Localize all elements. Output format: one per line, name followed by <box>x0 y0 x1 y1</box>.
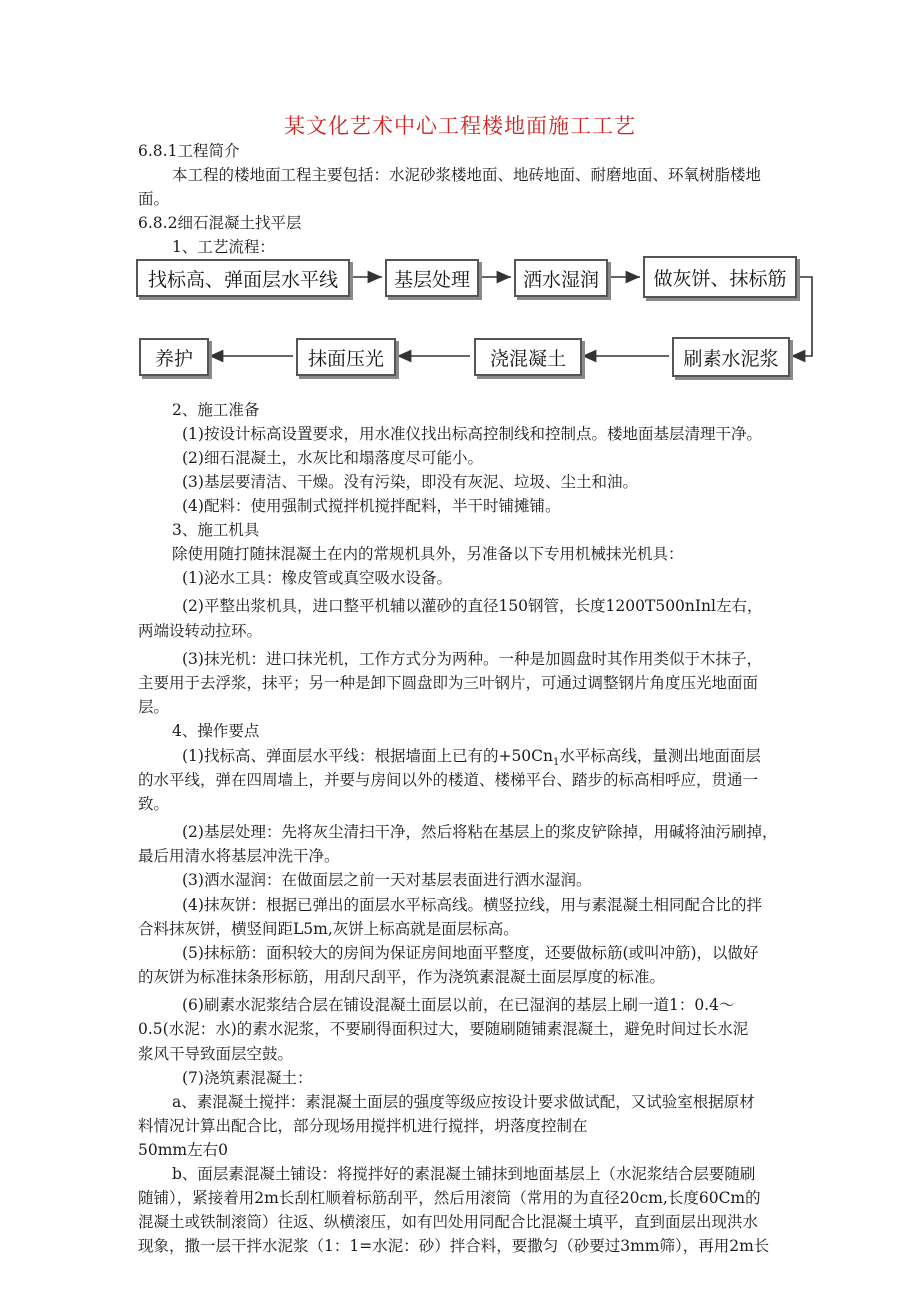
paragraph-line: 混凝土或铁制滚筒）往返、纵横滚压，如有凹处用同配合比混凝土填平，直到面层出现洪水 <box>138 1213 759 1231</box>
paragraph-line: 层。 <box>138 698 170 716</box>
paragraph-line: (7)浇筑素混凝土： <box>182 1069 313 1087</box>
paragraph-line: 致。 <box>138 795 170 813</box>
paragraph-line: (3)洒水湿润：在做面层之前一天对基层表面进行洒水湿润。 <box>182 871 592 889</box>
paragraph-line: 主要用于去浮浆，抹平；另一种是卸下圆盘即为三叶钢片，可通过调整钢片角度压光地面面 <box>138 674 759 692</box>
flow-label: 1、工艺流程： <box>172 238 275 256</box>
paragraph-line: (6)刷素水泥浆结合层在铺设混凝土面层以前，在已湿润的基层上刷一道1：0.4～ <box>182 996 735 1014</box>
paragraph-line: 0.5(水泥：水)的素水泥浆，不要刷得面积过大，要随刷随铺素混凝土，避免时间过长水泥 <box>138 1020 749 1038</box>
subsection-heading: 3、施工机具 <box>172 521 260 539</box>
subscript: 1 <box>553 757 560 769</box>
list-item: (4)配料：使用强制式搅拌机搅拌配料，半干时铺摊铺。 <box>182 497 561 515</box>
section-heading-681: 6.8.1工程简介 <box>138 142 240 160</box>
paragraph-line: (5)抹标筋：面积较大的房间为保证房间地面平整度，还要做标筋(或叫冲筋)，以做好 <box>182 944 759 962</box>
paragraph-line: (2)基层处理：先将灰尘清扫干净，然后将粘在基层上的浆皮铲除掉，用碱将油污刷掉， <box>182 823 778 841</box>
flow-step-box: 做灰饼、抹标筋 <box>643 256 797 298</box>
paragraph-line: 最后用清水将基层冲洗干净。 <box>138 847 340 865</box>
paragraph-line: 浆风干导致面层空鼓。 <box>138 1045 294 1063</box>
flow-step-box: 抹面压光 <box>296 338 396 376</box>
list-item: (1)泌水工具：橡皮管或真空吸水设备。 <box>182 569 452 587</box>
paragraph-line: 合料抹灰饼，横竖间距L5m,灰饼上标高就是面层标高。 <box>138 920 519 938</box>
paragraph-line: 随铺），紧接着用2m长刮杠顺着标筋刮平，然后用滚筒（常用的为直径20cm,长度60Cm的 <box>138 1189 761 1207</box>
paragraph-line: a、素混凝土搅拌：素混凝土面层的强度等级应按设计要求做试配，又试验室根据原材 <box>172 1093 755 1111</box>
paragraph-line: 两端设转动拉环。 <box>138 622 263 640</box>
flow-step-box: 找标高、弹面层水平线 <box>136 259 350 297</box>
list-item: (3)基层要清洁、干燥。没有污染，即没有灰泥、垃圾、尘土和油。 <box>182 473 638 491</box>
paragraph-line: 50mm左右0 <box>138 1141 228 1159</box>
paragraph-line: 面。 <box>138 190 170 208</box>
list-item: (1)按设计标高设置要求，用水准仪找出标高控制线和控制点。楼地面基层清理干净。 <box>182 425 762 443</box>
document-title: 某文化艺术中心工程楼地面施工工艺 <box>284 114 636 138</box>
section-heading-682: 6.8.2细石混凝土找平层 <box>138 214 302 232</box>
paragraph-line: 现象，撒一层干拌水泥浆（1：1=水泥：砂）拌合料，要撒匀（砂要过3mm筛），再用2m长 <box>138 1237 770 1255</box>
list-item: (3)抹光机：进口抹光机，工作方式分为两种。一种是加圆盘时其作用类似于木抹子， <box>182 650 762 668</box>
flow-step-box: 基层处理 <box>385 259 479 297</box>
list-item: (2)细石混凝土，水灰比和塌落度尽可能小。 <box>182 449 483 467</box>
paragraph-line: (4)抹灰饼：根据已弹出的面层水平标高线。横竖拉线，用与素混凝土相同配合比的拌 <box>182 896 762 914</box>
paragraph-line: 除使用随打随抹混凝土在内的常规机具外，另准备以下专用机械抹光机具： <box>172 545 684 563</box>
paragraph-line: 本工程的楼地面工程主要包括：水泥砂浆楼地面、地砖地面、耐磨地面、环氧树脂楼地 <box>172 166 762 184</box>
flow-step-box: 洒水湿润 <box>514 259 608 297</box>
flow-step-box: 养护 <box>139 338 209 376</box>
paragraph-line: 料情况计算出配合比，部分现场用搅拌机进行搅拌，坍落度控制在 <box>138 1117 588 1135</box>
paragraph-line: b、面层素混凝土铺设：将搅拌好的素混凝土铺抹到地面基层上（水泥浆结合层要随刷 <box>172 1165 756 1183</box>
flow-step-box: 刷素水泥浆 <box>672 337 790 377</box>
flow-step-box: 浇混凝土 <box>474 338 582 376</box>
subsection-heading: 4、操作要点 <box>172 722 260 740</box>
list-item: (2)平整出浆机具，进口整平机辅以灌砂的直径150钢管，长度1200T500nInl左右， <box>182 597 763 615</box>
text-span: (1)找标高、弹面层水平线：根据墙面上已有的+50Cn <box>182 747 554 765</box>
subsection-heading: 2、施工准备 <box>172 401 260 419</box>
text-span: 水平标高线，量测出地面面层 <box>559 747 761 765</box>
paragraph-line: 的灰饼为标准抹条形标筋，用刮尺刮平，作为浇筑素混凝土面层厚度的标准。 <box>138 968 666 986</box>
paragraph-line: 的水平线，弹在四周墙上，并要与房间以外的楼道、楼梯平台、踏步的标高相呼应，贯通一 <box>138 771 759 789</box>
